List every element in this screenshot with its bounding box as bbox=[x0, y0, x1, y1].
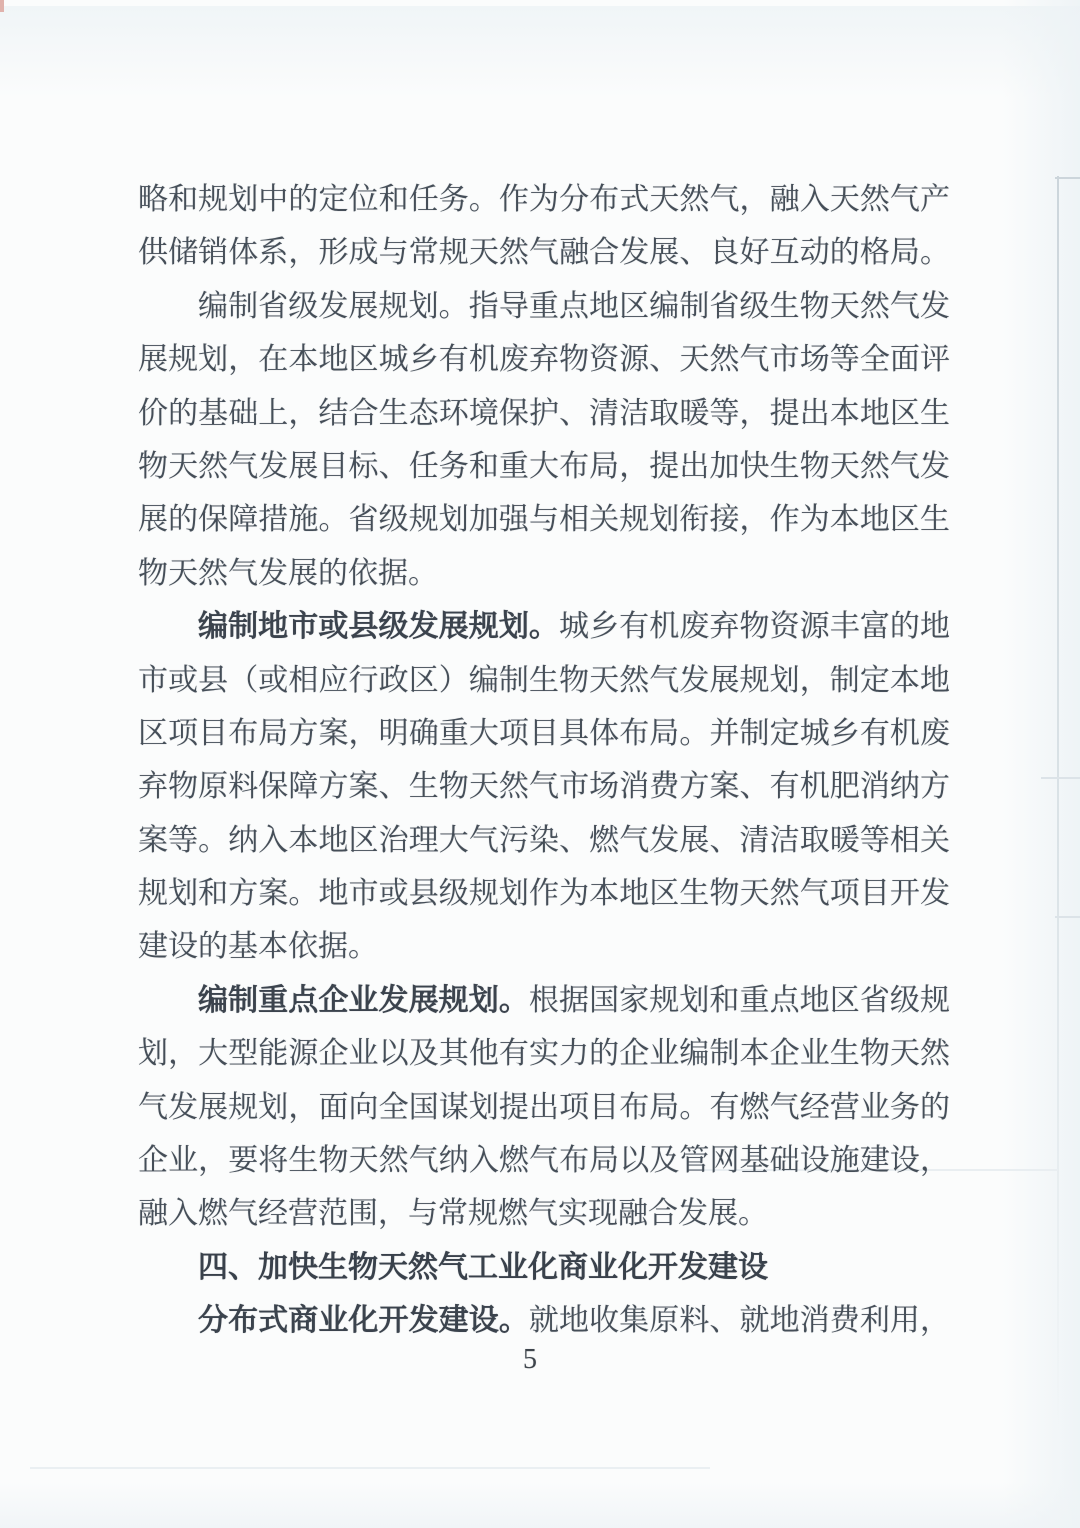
paragraph-lead: 编制重点企业发展规划。 bbox=[198, 983, 529, 1017]
scan-artifact-tick bbox=[1055, 916, 1080, 918]
scan-artifact-streak bbox=[30, 1467, 710, 1469]
document-line: 物天然气发展目标、任务和重大布局，提出加快生物天然气发 bbox=[138, 449, 950, 483]
scan-artifact-tick bbox=[1041, 777, 1080, 779]
document-line: 区项目布局方案，明确重大项目具体布局。并制定城乡有机废 bbox=[138, 716, 950, 750]
scan-shading-top bbox=[0, 6, 1080, 98]
document-line: 弃物原料保障方案、生物天然气市场消费方案、有机肥消纳方 bbox=[138, 770, 950, 804]
scan-artifact-vertical-line bbox=[1057, 176, 1059, 1432]
document-line: 展规划，在本地区城乡有机废弃物资源、天然气市场等全面评 bbox=[138, 343, 950, 377]
paragraph-lead: 编制地市或县级发展规划。 bbox=[198, 610, 559, 644]
paragraph-lead: 分布式商业化开发建设。 bbox=[198, 1304, 529, 1338]
document-line: 分布式商业化开发建设。就地收集原料、就地消费利用， bbox=[198, 1304, 951, 1338]
scan-speck bbox=[0, 0, 4, 12]
document-line: 建设的基本依据。 bbox=[138, 930, 378, 964]
document-line: 气发展规划，面向全国谋划提出项目布局。有燃气经营业务的 bbox=[138, 1090, 950, 1124]
document-line: 编制省级发展规划。指导重点地区编制省级生物天然气发 bbox=[198, 289, 950, 323]
document-line: 企业，要将生物天然气纳入燃气布局以及管网基础设施建设， bbox=[138, 1144, 950, 1178]
document-line: 价的基础上，结合生态环境保护、清洁取暖等，提出本地区生 bbox=[138, 396, 950, 430]
document-line: 物天然气发展的依据。 bbox=[138, 556, 438, 590]
document-line: 略和规划中的定位和任务。作为分布式天然气，融入天然气产 bbox=[138, 183, 950, 216]
text-block bbox=[138, 173, 950, 1348]
document-line: 划，大型能源企业以及其他有实力的企业编制本企业生物天然 bbox=[138, 1037, 950, 1071]
scan-artifact-tick bbox=[1055, 177, 1080, 179]
document-line: 规划和方案。地市或县级规划作为本地区生物天然气项目开发 bbox=[138, 877, 950, 911]
section-heading: 四、加快生物天然气工业化商业化开发建设 bbox=[198, 1250, 768, 1284]
scan-shading-right bbox=[1002, 0, 1080, 1528]
document-line: 融入燃气经营范围，与常规燃气实现融合发展。 bbox=[138, 1197, 768, 1231]
scan-shading-bottom bbox=[0, 1482, 1080, 1528]
page-number: 5 bbox=[523, 1344, 537, 1375]
document-line: 编制重点企业发展规划。根据国家规划和重点地区省级规 bbox=[198, 983, 951, 1017]
document-line: 案等。纳入本地区治理大气污染、燃气发展、清洁取暖等相关 bbox=[138, 823, 950, 857]
document-line: 编制地市或县级发展规划。城乡有机废弃物资源丰富的地 bbox=[198, 610, 950, 644]
document-line: 展的保障措施。省级规划加强与相关规划衔接，作为本地区生 bbox=[138, 503, 950, 537]
document-line: 市或县（或相应行政区）编制生物天然气发展规划，制定本地 bbox=[138, 663, 950, 697]
document-line: 供储销体系，形成与常规天然气融合发展、良好互动的格局。 bbox=[138, 236, 950, 270]
